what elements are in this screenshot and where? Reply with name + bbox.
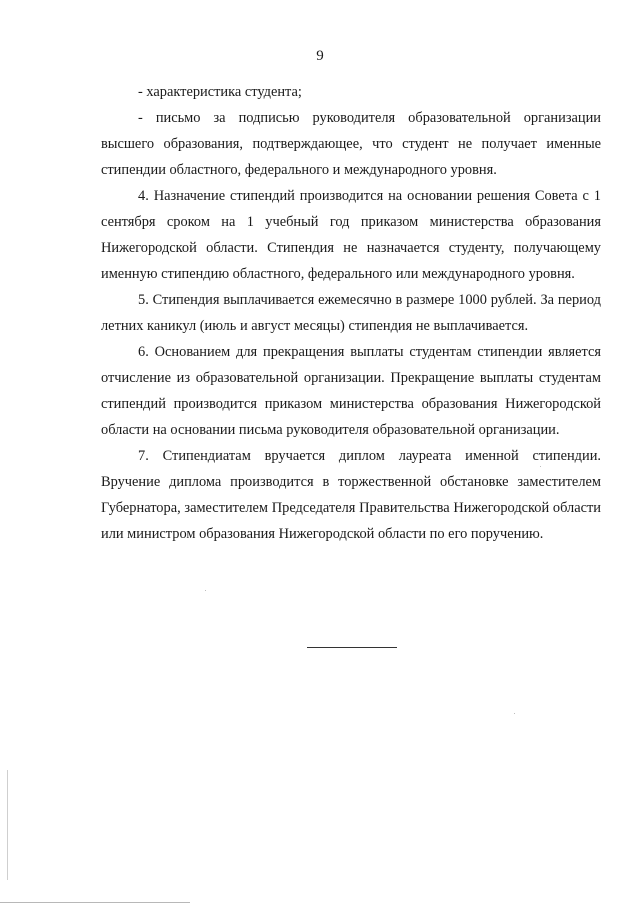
scan-bottom-artifact [0,902,190,903]
scan-edge-artifact [7,770,8,880]
paragraph-item-4: 4. Назначение стипендий производится на основании решения Совета с 1 сентября сроком на 1 учебный год приказом министерства образования Нижегородской области. Стипендия не назначается студенту, получающему именную стипендию областного, федерального или международного уровня. [101,188,601,282]
scan-speck [514,713,515,714]
paragraph-item-7: 7. Стипендиатам вручается диплом лауреата именной стипендии. Вручение диплома производится в торжественной обстановке заместителем Губернатора, заместителем Председателя Правительства Нижегородской области или министром образования Нижегородской области по его поручению. [101,448,601,542]
document-body [101,79,601,547]
paragraph-university-letter: - письмо за подписью руководителя образовательной организации высшего образования, подтверждающее, что студент не получает именные стипендии областного, федерального и международного уровня. [101,110,601,178]
paragraph-item-5: 5. Стипендия выплачивается ежемесячно в размере 1000 рублей. За период летних каникул (июль и август месяцы) стипендия не выплачивается. [101,292,601,334]
scan-speck [540,466,541,467]
paragraph-student-characteristic: - характеристика студента; [138,84,302,100]
scan-speck [205,590,206,591]
paragraph-item-6: 6. Основанием для прекращения выплаты студентам стипендии является отчисление из образовательной организации. Прекращение выплаты студентам стипендий производится приказом министерства образования Нижегородской области на основании письма руководителя образовательной организации. [101,344,601,438]
page-number: 9 [316,48,324,64]
closing-separator-line [307,647,397,648]
